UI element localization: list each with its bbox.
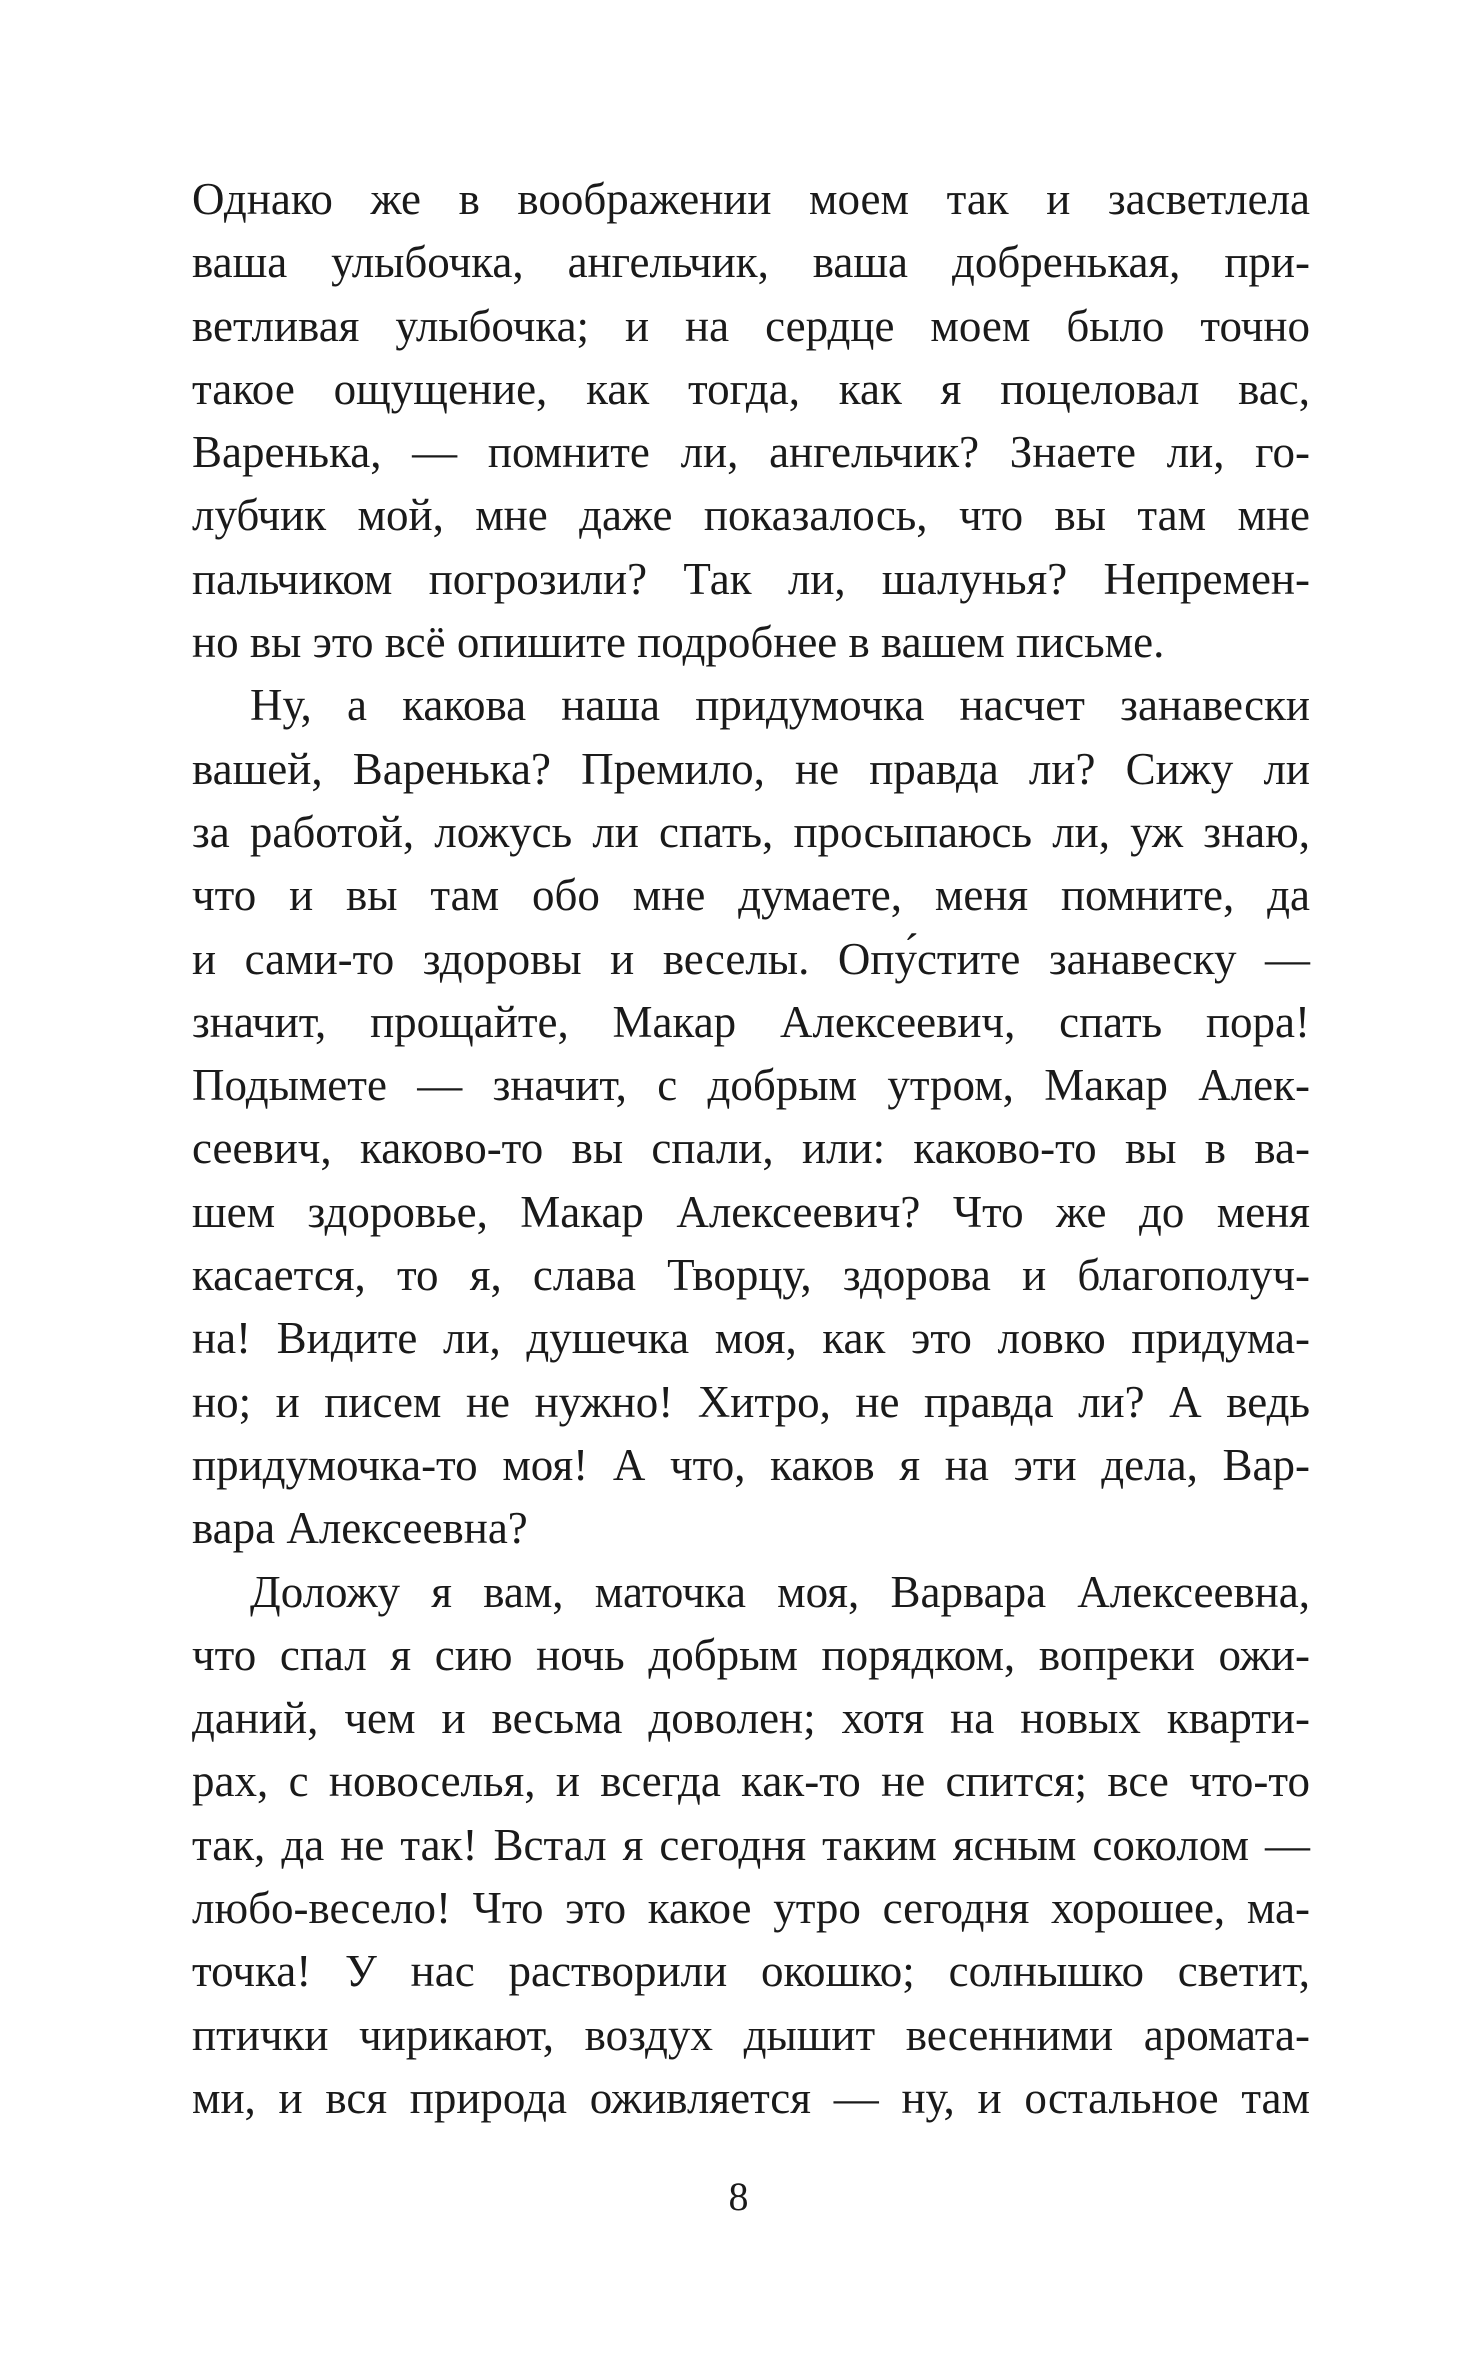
text-line: шем здоровье, Макар Алексеевич? Что же до меня xyxy=(192,1186,1310,1237)
body-text xyxy=(192,168,1310,2130)
text-line: такое ощущение, как тогда, как я поцеловал вас, xyxy=(192,363,1310,414)
text-line: сеевич, каково-то вы спали, или: каково-то вы в ва- xyxy=(192,1123,1310,1174)
text-line: пальчиком погрозили? Так ли, шалунья? Непремен- xyxy=(192,553,1310,604)
text-line: касается, то я, слава Творцу, здорова и благополуч- xyxy=(192,1250,1310,1301)
page-number: 8 xyxy=(728,2174,749,2219)
text-line: ветливая улыбочка; и на сердце моем было точно xyxy=(192,300,1310,351)
text-line: лубчик мой, мне даже показалось, что вы там мне xyxy=(192,490,1310,541)
text-line: точка! У нас растворили окошко; солнышко светит, xyxy=(192,1946,1310,1997)
text-line: любо-весело! Что это какое утро сегодня хорошее, ма- xyxy=(192,1883,1310,1934)
text-line: Ну, а какова наша придумочка насчет занавески xyxy=(250,680,1310,731)
text-line: даний, чем и весьма доволен; хотя на новых кварти- xyxy=(192,1693,1310,1744)
text-line: так, да не так! Встал я сегодня таким ясным соколом — xyxy=(192,1819,1310,1870)
text-line: что спал я сию ночь добрым порядком, вопреки ожи- xyxy=(192,1629,1310,1680)
text-line: Подымете — значит, с добрым утром, Макар Алек- xyxy=(192,1060,1310,1111)
text-line: но; и писем не нужно! Хитро, не правда ли? А ведь xyxy=(192,1376,1310,1427)
text-line: Варенька, — помните ли, ангельчик? Знаете ли, го- xyxy=(192,427,1310,478)
text-line: вашей, Варенька? Премило, не правда ли? Сижу ли xyxy=(192,743,1310,794)
text-line: и сами-то здоровы и веселы. Опу́стите занавеску — xyxy=(192,933,1310,984)
text-line: придумочка-то моя! А что, каков я на эти дела, Вар- xyxy=(192,1439,1310,1490)
text-line: значит, прощайте, Макар Алексеевич, спать пора! xyxy=(192,996,1310,1047)
text-line: Однако же в воображении моем так и засветлела xyxy=(192,174,1310,224)
text-line: Доложу я вам, маточка моя, Варвара Алексеевна, xyxy=(250,1566,1310,1617)
text-line: за работой, ложусь ли спать, просыпаюсь ли, уж знаю, xyxy=(192,806,1310,857)
text-line: ми, и вся природа оживляется — ну, и остальное там xyxy=(192,2072,1310,2123)
text-line: но вы это всё опишите подробнее в вашем письме. xyxy=(192,617,1165,668)
text-line: птички чирикают, воздух дышит весенними аромата- xyxy=(192,2009,1310,2060)
text-line: вара Алексеевна? xyxy=(192,1503,528,1554)
text-line: на! Видите ли, душечка моя, как это ловко придума- xyxy=(192,1313,1310,1364)
text-line: рах, с новоселья, и всегда как-то не спится; все что-то xyxy=(192,1756,1310,1807)
text-line: что и вы там обо мне думаете, меня помните, да xyxy=(192,870,1310,921)
text-line: ваша улыбочка, ангельчик, ваша добренькая, при- xyxy=(192,237,1310,288)
